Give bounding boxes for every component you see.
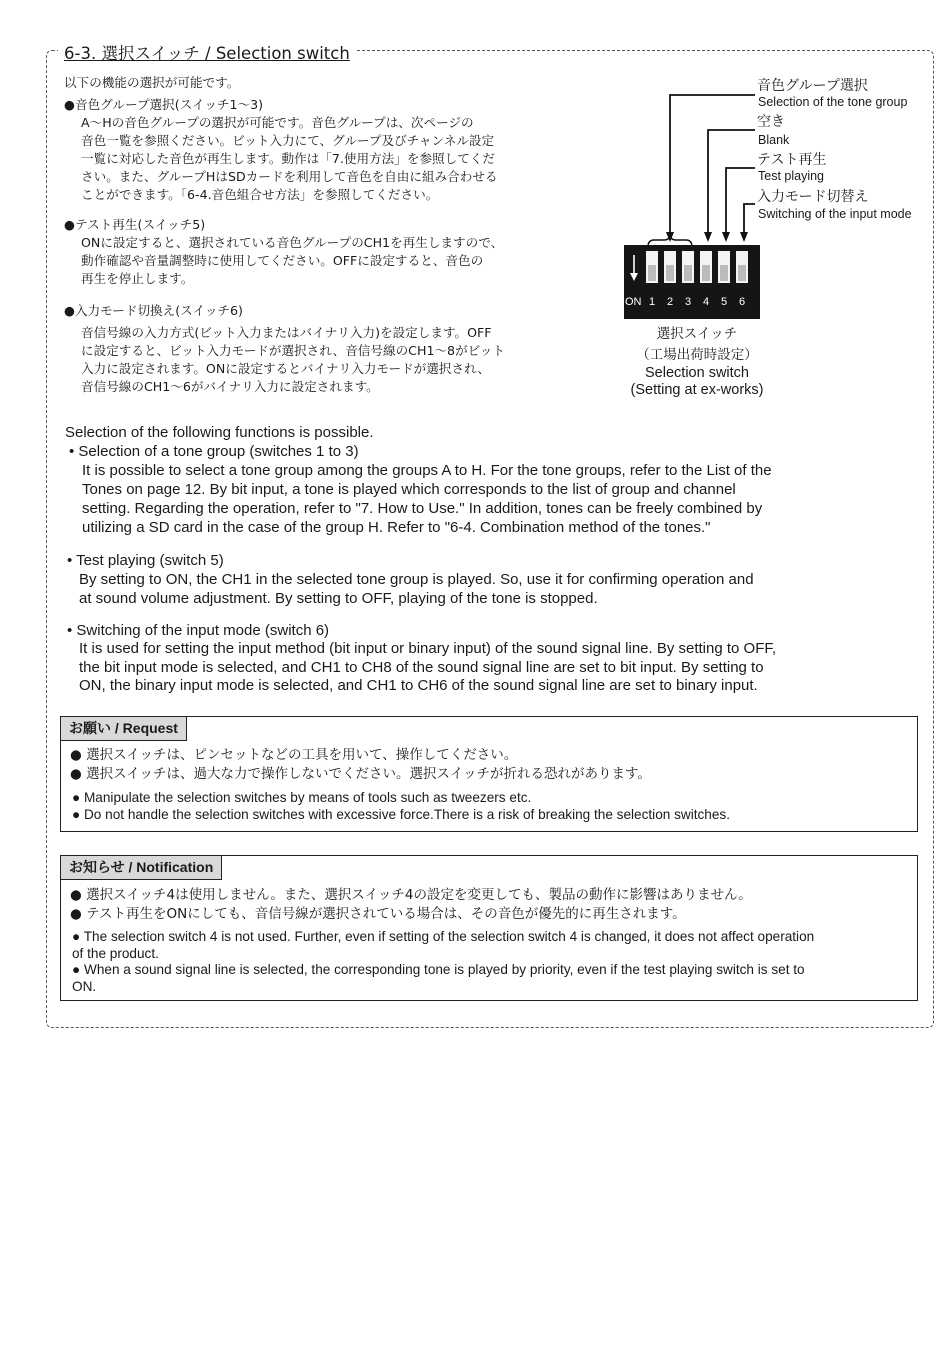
en-item3-title: Switching of the input mode (switch 6) [76, 622, 330, 639]
jp-item2-body: ONに設定すると、選択されている音色グループのCH1を再生しますので、 動作確認や音量調整時に使用してください。OFFに設定すると、音色の 再生を停止します。 [81, 235, 504, 286]
caption-en1: Selection switch [645, 365, 749, 381]
notification-en1: ● The selection switch 4 is not used. Further, even if setting of the selection switch 4 is changed, it does not affect operation of the product. [72, 929, 815, 961]
en-item1-body: It is possible to select a tone group among the groups A to H. For the tone groups, refer to the List of the Tones on page 12. By bit input, a tone is played which corresponds to the list of group and channel setting. Regarding the operation, refer to "7. How to Use." In addition, tones can be freely combined by utilizing a SD card in the case of the group H. Refer to "6-4. Combination method of the tones." [82, 462, 772, 536]
request-label: お願い / Request [61, 717, 187, 741]
switch-number-5: 5 [721, 296, 728, 308]
jp-item3-body: 音信号線の入力方式(ビット入力またはバイナリ入力)を設定します。OFF に設定すると、ビット入力モードが選択され、音信号線のCH1～8がビット 入力に設定されます。ONに設定するとバイナリ入力モードが選択され、 音信号線のCH1～6がバイナリ入力に設定されます。 [81, 325, 505, 394]
section-title: 6-3. 選択スイッチ / Selection switch [58, 40, 356, 64]
notification-en2: ● When a sound signal line is selected, the corresponding tone is played by priority, even if the test playing switch is set to ON. [72, 962, 805, 994]
request-en1: ● Manipulate the selection switches by means of tools such as tweezers etc. [72, 790, 532, 805]
label2-jp: 空き [757, 114, 785, 130]
switch-number-3: 3 [685, 296, 692, 308]
label3-en: Test playing [758, 169, 825, 183]
notification-jp1: ● 選択スイッチ4は使用しません。また、選択スイッチ4の設定を変更しても、製品の動作に影響はありません。 [70, 887, 752, 903]
switch-number-6: 6 [739, 296, 746, 308]
request-jp2: ● 選択スイッチは、過大な力で操作しないでください。選択スイッチが折れる恐れがあります。 [70, 766, 651, 782]
label3-jp: テスト再生 [757, 152, 827, 168]
en-item2-body: By setting to ON, the CH1 in the selected tone group is played. So, use it for confirming operation and at sound volume adjustment. By setting to OFF, playing of the tone is stopped. [79, 571, 754, 607]
switch-number-1: 1 [649, 296, 656, 308]
notification-jp2: ● テスト再生をONにしても、音信号線が選択されている場合は、その音色が優先的に再生されます。 [70, 906, 686, 922]
en-description [65, 423, 885, 696]
label4-jp: 入力モード切替え [757, 189, 869, 205]
jp-description [64, 74, 584, 396]
jp-item1-title: ●音色グループ選択(スイッチ1～3) [64, 97, 264, 112]
en-item1: • Selection of a tone group (switches 1 to 3) [69, 443, 359, 460]
caption-jp2: （工場出荷時設定） [636, 347, 758, 363]
request-en2: ● Do not handle the selection switches with excessive force.There is a risk of breaking the selection switches. [72, 807, 731, 822]
label1-jp: 音色グループ選択 [757, 78, 868, 94]
jp-item2-title: ●テスト再生(スイッチ5) [64, 217, 206, 232]
en-item3: • Switching of the input mode (switch 6) [67, 622, 330, 639]
en-intro: Selection of the following functions is possible. [65, 424, 374, 441]
notification-label: お知らせ / Notification [61, 856, 222, 880]
label1-en: Selection of the tone group [758, 95, 908, 109]
request-jp1: ● 選択スイッチは、ピンセットなどの工具を用いて、操作してください。 [70, 747, 518, 763]
caption-jp1: 選択スイッチ [656, 326, 738, 342]
leader-lines [670, 95, 755, 232]
en-item3-body: It is used for setting the input method (bit input or binary input) of the sound signal line. By setting to OFF, the bit input mode is selected, and CH1 to CH8 of the sound signal line are set to bit input. By setting to ON, the binary input mode is selected, and CH1 to CH6 of the sound signal line are set to binary input. [79, 640, 777, 694]
switch-number-4: 4 [703, 296, 710, 308]
en-item1-title: Selection of a tone group (switches 1 to 3) [78, 443, 359, 460]
label4-en: Switching of the input mode [758, 207, 912, 221]
jp-item3-title: ●入力モード切換え(スイッチ6) [64, 303, 243, 318]
diagram-caption [612, 322, 782, 398]
en-item2-title: Test playing (switch 5) [76, 552, 224, 569]
caption-en2: (Setting at ex-works) [630, 382, 764, 398]
jp-intro: 以下の機能の選択が可能です。 [64, 75, 240, 90]
en-item2: • Test playing (switch 5) [67, 552, 224, 569]
on-label: ON [625, 296, 642, 308]
jp-item1-body: A～Hの音色グループの選択が可能です。音色グループは、次ページの 音色一覧を参照ください。ビット入力にて、グループ及びチャンネル設定 一覧に対応した音色が再生します。動作は「7.使用方法」を参照してくだ さい。また、グループHはSDカードを利用して音色を自由に組み合わせる ことができます。「6-4.音色組合せ方法」を参照してください。 [81, 115, 498, 202]
notification-box [60, 855, 918, 1001]
switch-number-2: 2 [667, 296, 674, 308]
label2-en: Blank [758, 133, 790, 147]
request-box [60, 716, 918, 832]
